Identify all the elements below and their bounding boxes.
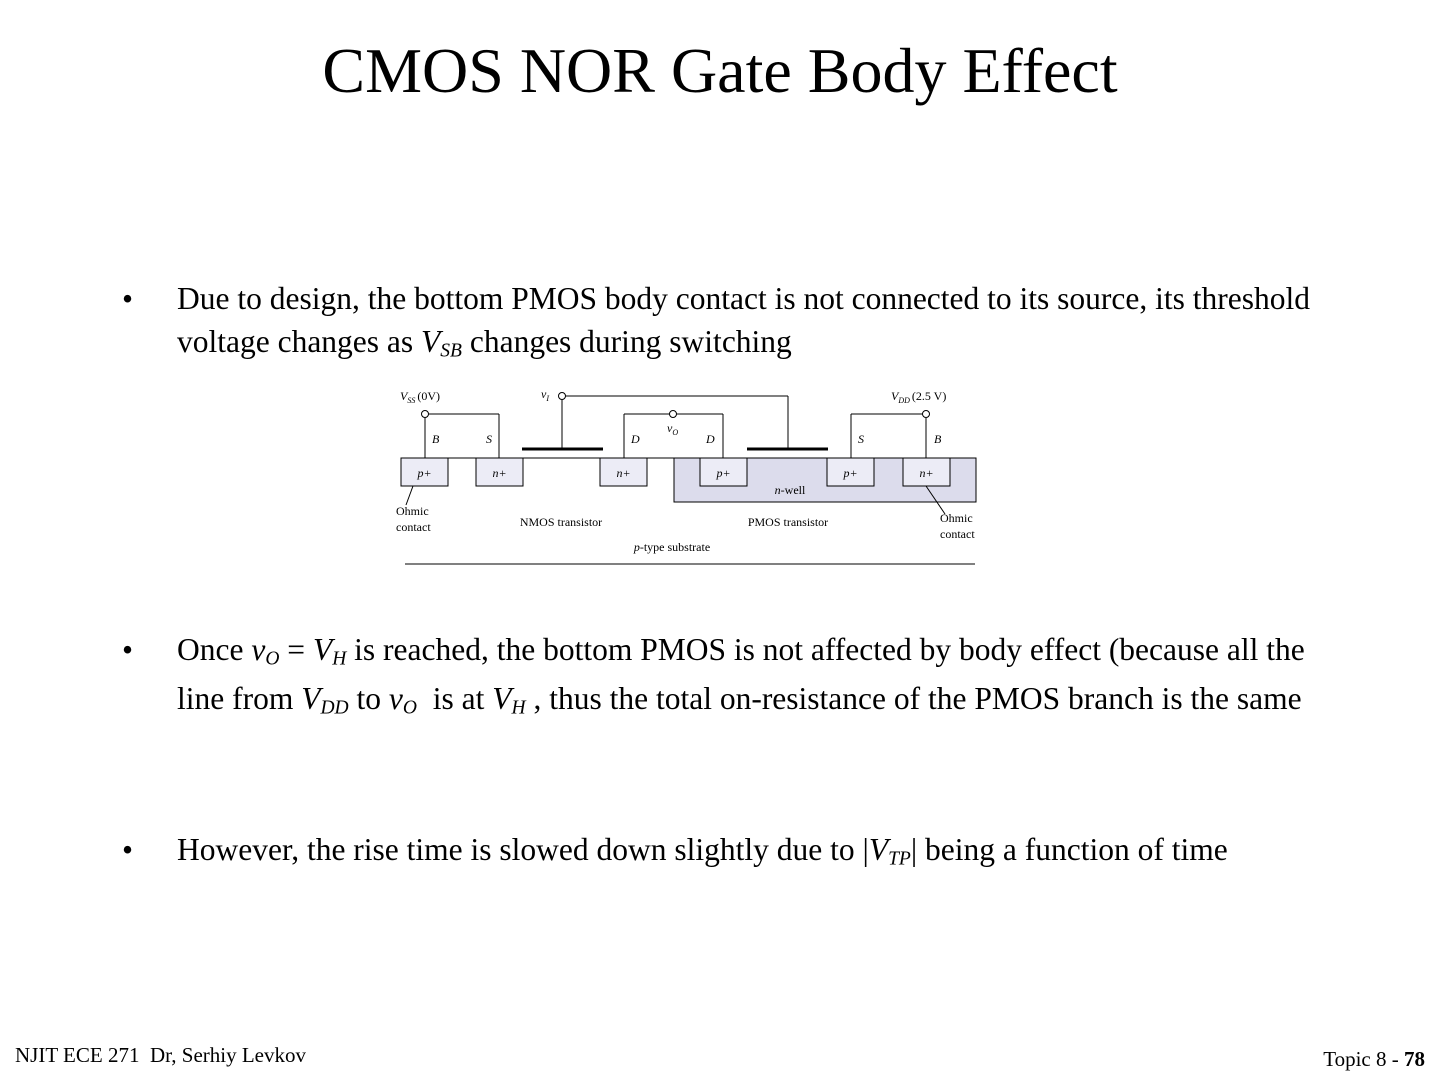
bullet-3 [122,825,1322,874]
var-vtp: V [868,832,889,867]
terminal-s-left: S [486,432,492,446]
substrate-label: p-type substrate [633,540,711,554]
bullet-marker: • [122,632,134,667]
terminal-d-right: D [706,432,715,446]
vo-label: $v_O$ [667,421,679,437]
bullet-1-part: Due to design, the bottom PMOS body contact is not connected to its source, its threshold voltage changes as [177,281,1310,359]
label-region-1: p+ [417,466,432,480]
vi-label: $v_I$ [541,387,549,403]
bullet-3-part: However, the rise time is slowed down slightly due to | [177,832,869,867]
vo-terminal [670,411,677,418]
bullet-1-text [177,277,1322,363]
var-sub-tp: TP [888,848,911,870]
ohmic-right-line-2: contact [940,527,975,541]
bullet-2-text [177,625,1322,723]
nmos-transistor-label: NMOS transistor [519,515,603,529]
bullet-3-part: | being a function of time [910,832,1228,867]
var-sub-h: H [332,648,347,670]
var-vh-2: V [492,681,512,716]
bullet-2-part: is reached, the bottom PMOS is not affected by body effect (because all the line from [177,632,1305,716]
footer-topic-page [1323,1047,1425,1072]
label-region-4: p+ [716,466,731,480]
ohmic-left-line-2: contact [396,520,431,534]
bullet-2 [122,625,1322,723]
cmos-cross-section-diagram [393,383,985,568]
ohmic-right-line-1: Ohmic [940,511,973,525]
var-vo: v [251,632,266,667]
bullet-2-part: to [348,681,389,716]
var-sub-dd: DD [320,697,349,719]
label-region-3: n+ [616,466,631,480]
bullet-1-part: changes during switching [461,324,792,359]
bullet-3-text [177,825,1322,874]
terminal-d-left: D [631,432,640,446]
var-sub-sb: SB [440,340,462,362]
vss-terminal [422,411,429,418]
n-well-label: n-well [774,483,806,497]
ohmic-left-line-1: Ohmic [396,504,429,518]
slide-title: CMOS NOR Gate Body Effect [322,35,1118,106]
vi-terminal [559,393,566,400]
vdd-label: $V_{DD}$ (2.5 V) [891,389,947,405]
var-vdd: V [301,681,321,716]
cross-section-svg [393,383,985,568]
vss-label: $V_{SS}$ (0V) [400,389,441,405]
footer-course-author: NJIT ECE 271 Dr, Serhiy Levkov [15,1043,306,1067]
bullet-2-part: Once [177,632,252,667]
var-vo-2: v [388,681,403,716]
bullet-marker: • [122,832,134,867]
terminal-b-left: B [432,432,440,446]
bullet-marker: • [122,281,134,316]
var-sub-o-2: O [402,697,417,719]
bullet-2-part: = [279,632,313,667]
terminal-b-right: B [934,432,942,446]
var-vh: V [312,632,333,667]
bullet-1 [122,277,1322,363]
bullet-2-part: is at [417,681,493,716]
label-region-5: p+ [843,466,858,480]
var-v: V [421,324,441,359]
var-sub-o: O [265,648,280,670]
var-sub-h-2: H [511,697,526,719]
label-region-2: n+ [492,466,507,480]
page-number: 78 [1404,1047,1425,1071]
footer-topic-prefix: Topic 8 - [1323,1047,1404,1071]
vdd-terminal [923,411,930,418]
terminal-s-right: S [858,432,864,446]
ohmic-left-leader [406,486,413,505]
bullet-2-part: , thus the total on-resistance of the PMOS branch is the same [525,681,1302,716]
pmos-transistor-label: PMOS transistor [747,515,829,529]
label-region-6: n+ [919,466,934,480]
